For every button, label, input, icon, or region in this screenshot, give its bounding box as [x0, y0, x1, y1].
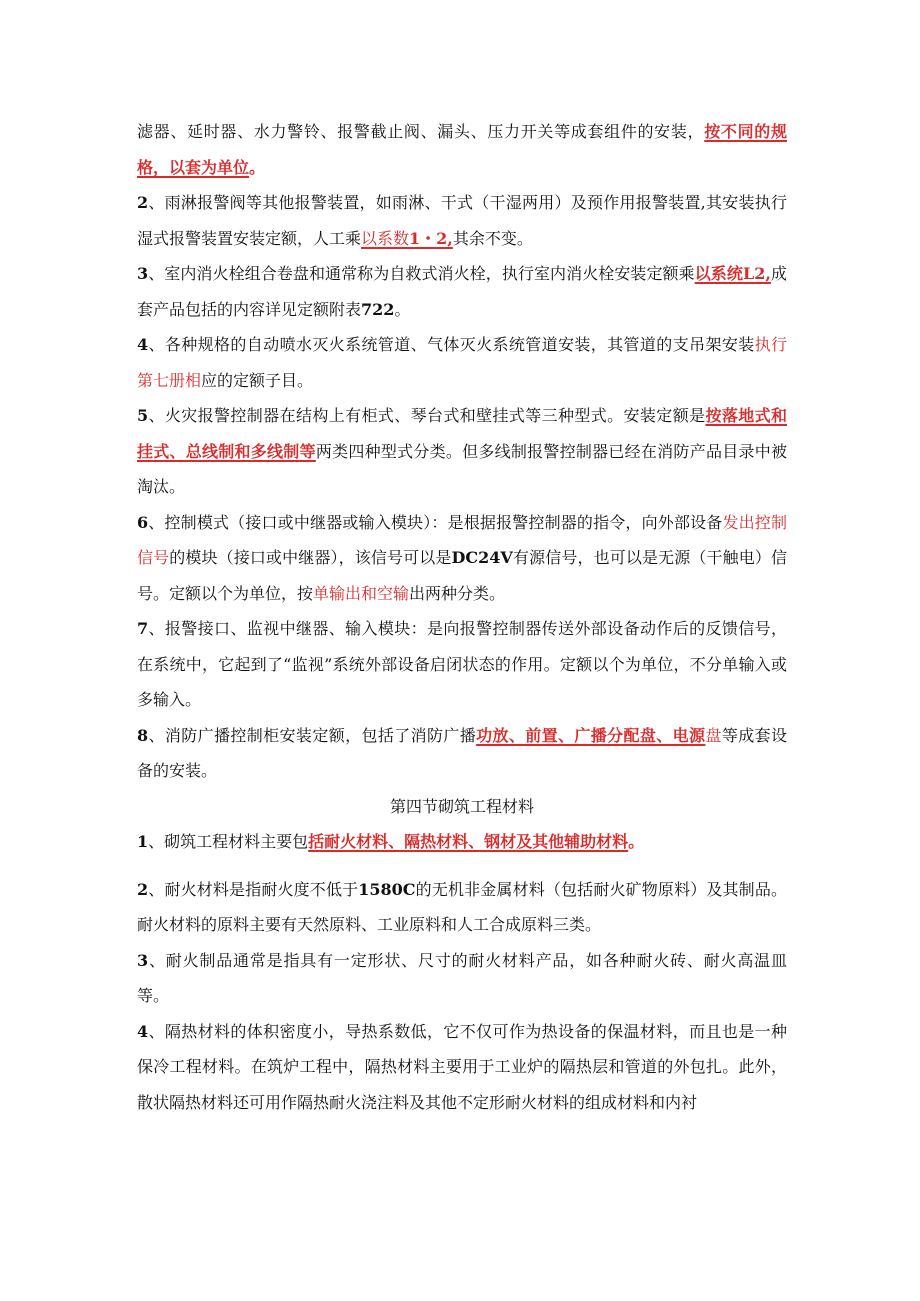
paragraph-q3	[137, 1014, 787, 1121]
highlighted-text: 盘	[705, 725, 722, 745]
paragraph-text: 其余不变。	[452, 228, 533, 248]
item-number: 5	[137, 406, 149, 425]
paragraph-text: 1580C	[358, 879, 416, 899]
paragraph-p7	[137, 718, 787, 789]
item-number: 4	[137, 1021, 149, 1041]
paragraph-text: 、砌筑工程材料主要包	[148, 832, 309, 851]
paragraph-text: 、雨淋报警阀等其他报警装置，如雨淋、干式（干湿两用）及预作用报警装置,其安装执行湿式报警装置安装定额，人工乘	[137, 193, 787, 248]
highlighted-text: 发出控制信号	[137, 512, 787, 567]
paragraph-text: 、隔热材料的体积密度小，导热系数低，它不仅可作为热设备的保温材料，而且也是一种保冷工程材料。在筑炉工程中，隔热材料主要用于工业炉的隔热层和管道的外包扎。此外，散状隔热材料还可用作隔热耐火浇注料及其他不定形耐火材料的组成材料和内衬	[137, 1021, 787, 1112]
item-number: 7	[137, 619, 149, 638]
item-number: 4	[137, 335, 149, 354]
highlighted-text: 以系数	[361, 228, 410, 248]
document-page	[137, 114, 787, 1120]
paragraph-p3	[137, 327, 787, 398]
paragraph-p5	[137, 505, 787, 612]
paragraph-text: 的无机非金属材料（包括耐火矿物原料）及其制品。耐火材料的原料主要有天然原料、工业原料和人工合成原料三类。	[137, 879, 787, 934]
paragraph-text: 722	[361, 299, 395, 319]
paragraph-text: 等成套设备的安装。	[137, 725, 787, 780]
paragraph-text: 滤器、延时器、水力警铃、报警截止阀、漏头、压力开关等成套组件的安装，	[137, 122, 705, 141]
highlighted-text: 功放、前置、广播分配盘、电源	[476, 725, 706, 745]
paragraph-p0	[137, 114, 787, 185]
paragraph-text: 。	[394, 299, 411, 319]
item-number: 1	[137, 832, 149, 851]
paragraph-text: 成套产品包括的内容详见定额附表	[137, 264, 787, 319]
paragraph-text: 、耐火制品通常是指具有一定形状、尺寸的耐火材料产品，如各种耐火砖、耐火高温皿等。	[137, 950, 787, 1005]
item-number: 3	[137, 950, 149, 970]
highlighted-text: 以系统L2,	[694, 264, 771, 283]
highlighted-text: 按不同的规格，以套为单位	[137, 122, 787, 177]
paragraph-q1	[137, 872, 787, 943]
highlighted-text: 按落地式和挂式、总线制和多线制等	[137, 406, 787, 461]
paragraph-text: 两类四种型式分类。但多线制报警控制器已经在消防产品目录中被淘汰。	[137, 441, 787, 496]
paragraph-text: 、报警接口、监视中继器、输入模块：是向报警控制器传送外部设备动作后的反馈信号，在系统中，它起到了“监视”系统外部设备启闭状态的作用。定额以个为单位，不分单输入或多输入。	[137, 619, 787, 709]
paragraph-text: 、各种规格的自动喷水灭火系统管道、气体灭火系统管道安装，其管道的支吊架安装	[148, 335, 755, 354]
item-number: 2	[137, 879, 149, 899]
paragraph-text: 的模块（接口或中继器），该信号可以是	[169, 548, 452, 567]
paragraph-text: 、耐火材料是指耐火度不低于	[148, 879, 359, 899]
item-number: 6	[137, 512, 149, 532]
highlighted-text: 。	[628, 832, 645, 851]
section-heading: 第四节砌筑工程材料	[389, 796, 534, 816]
paragraph-q0	[137, 824, 787, 860]
item-number: 2	[137, 193, 149, 212]
highlighted-text: 1・2,	[409, 228, 453, 248]
item-number: 8	[137, 725, 149, 745]
highlighted-text: 括耐火材料、隔热材料、钢材及其他辅助材料	[308, 832, 629, 851]
paragraph-text: 应的定额子目。	[201, 370, 314, 390]
paragraph-p4	[137, 398, 787, 505]
paragraph-text: 、控制模式（接口或中继器或输入模块）：是根据报警控制器的指令，向外部设备	[148, 512, 723, 532]
paragraph-p6	[137, 611, 787, 718]
paragraph-text: 有源信号，也可以是无源（干触电）信号。定额以个为单位，按	[137, 548, 787, 603]
highlighted-text: 执行第七册相	[137, 335, 787, 390]
paragraph-p1	[137, 185, 787, 256]
paragraph-text: 出两种分类。	[409, 583, 506, 603]
paragraph-text: DC24V	[451, 548, 513, 567]
paragraph-text: 、室内消火栓组合卷盘和通常称为自救式消火栓，执行室内消火栓安装定额乘	[148, 264, 695, 283]
masonry-materials-notes	[137, 824, 787, 1120]
highlighted-text: 单输出和空输	[313, 583, 410, 603]
paragraph-q2	[137, 943, 787, 1014]
paragraph-text: 、火灾报警控制器在结构上有柜式、琴台式和壁挂式等三种型式。安装定额是	[148, 406, 706, 425]
highlighted-text: 。	[249, 157, 266, 177]
installation-notes	[137, 114, 787, 789]
paragraph-text: 、消防广播控制柜安装定额，包括了消防广播	[148, 725, 477, 745]
paragraph-p2	[137, 256, 787, 327]
item-number: 3	[137, 264, 149, 283]
